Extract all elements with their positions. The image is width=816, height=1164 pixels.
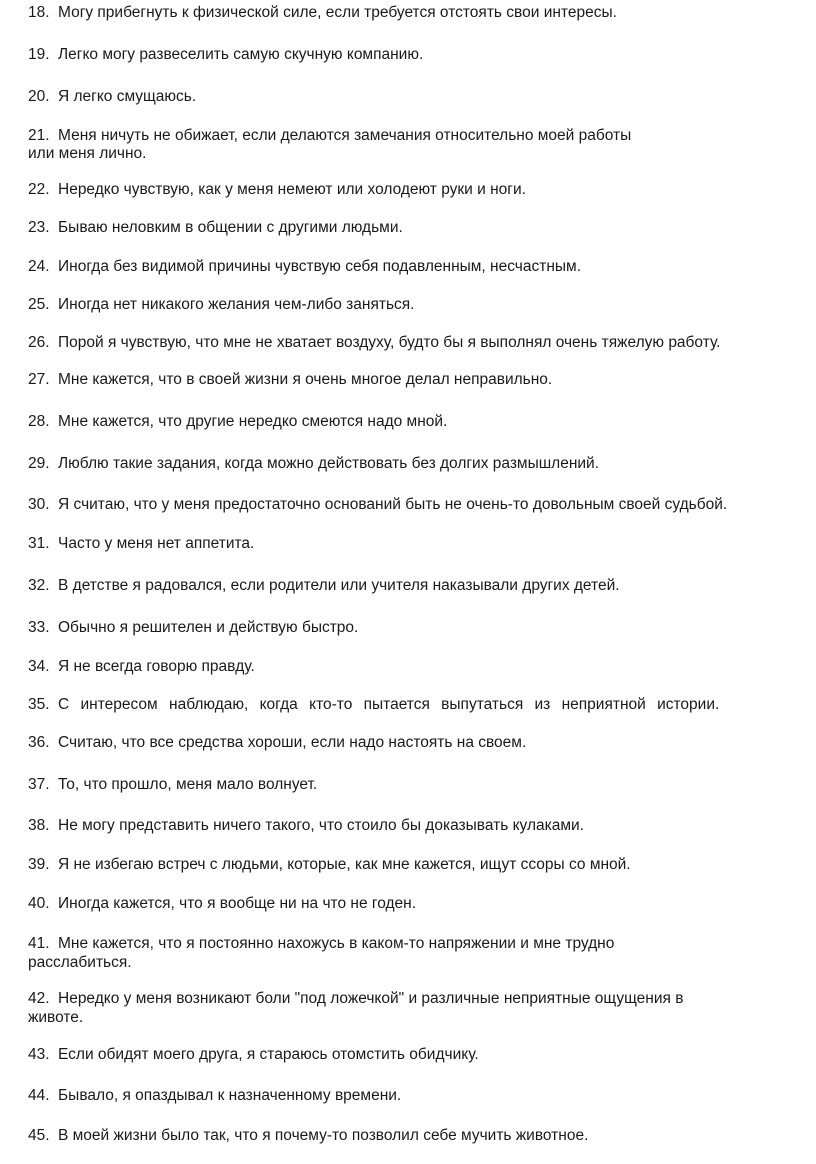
item-text-continued: животе. — [28, 1009, 84, 1026]
list-item — [28, 695, 812, 714]
item-text: Иногда нет никакого желания чем-либо заняться. — [58, 296, 415, 313]
list-item — [28, 45, 812, 64]
item-number: 26. — [28, 334, 50, 351]
item-number: 19. — [28, 46, 50, 63]
list-item — [28, 295, 812, 314]
item-number: 27. — [28, 371, 50, 388]
list-item — [28, 126, 812, 163]
item-number: 41. — [28, 935, 50, 952]
item-text: Бывало, я опаздывал к назначенному времени. — [58, 1087, 402, 1104]
list-item — [28, 855, 812, 874]
item-text: Мне кажется, что другие нередко смеются надо мной. — [58, 413, 448, 430]
item-number: 22. — [28, 181, 50, 198]
item-number: 35. — [28, 696, 50, 713]
item-text: Я легко смущаюсь. — [58, 88, 197, 105]
list-item — [28, 733, 812, 752]
list-item — [28, 894, 812, 913]
item-text: Легко могу развеселить самую скучную компанию. — [58, 46, 424, 63]
item-text: Обычно я решителен и действую быстро. — [58, 619, 359, 636]
item-number: 32. — [28, 577, 50, 594]
item-number: 37. — [28, 776, 50, 793]
item-text: Если обидят моего друга, я стараюсь отомстить обидчику. — [58, 1046, 479, 1063]
list-item — [28, 1126, 812, 1145]
item-text: В детстве я радовался, если родители или учителя наказывали других детей. — [58, 577, 620, 594]
list-item — [28, 775, 812, 794]
item-text: Могу прибегнуть к физической силе, если требуется отстоять свои интересы. — [58, 4, 617, 21]
item-text: Я не всегда говорю правду. — [58, 658, 255, 675]
item-text: С интересом наблюдаю, когда кто-то пытается выпутаться из неприятной истории. — [58, 696, 720, 713]
item-text: Иногда без видимой причины чувствую себя подавленным, несчастным. — [58, 258, 582, 275]
list-item — [28, 87, 812, 106]
list-item — [28, 934, 812, 972]
list-item — [28, 370, 812, 389]
list-item — [28, 495, 812, 514]
list-item — [28, 180, 812, 199]
list-item — [28, 333, 812, 352]
item-number: 24. — [28, 258, 50, 275]
item-number: 36. — [28, 734, 50, 751]
item-text: Мне кажется, что я постоянно нахожусь в каком-то напряжении и мне трудно — [58, 935, 615, 952]
item-text-continued: расслабиться. — [28, 954, 132, 971]
item-number: 28. — [28, 413, 50, 430]
item-number: 34. — [28, 658, 50, 675]
list-item — [28, 618, 812, 637]
item-text: Порой я чувствую, что мне не хватает воздуху, будто бы я выполнял очень тяжелую работу. — [58, 334, 721, 351]
item-text-continued: или меня лично. — [28, 145, 147, 162]
item-text: Нередко у меня возникают боли "под ложечкой" и различные неприятные ощущения в — [58, 990, 684, 1007]
item-number: 45. — [28, 1127, 50, 1144]
item-number: 39. — [28, 856, 50, 873]
list-item — [28, 989, 812, 1027]
list-item — [28, 257, 812, 276]
item-text: Мне кажется, что в своей жизни я очень многое делал неправильно. — [58, 371, 553, 388]
item-number: 18. — [28, 4, 50, 21]
list-item — [28, 576, 812, 595]
item-number: 38. — [28, 817, 50, 834]
item-number: 43. — [28, 1046, 50, 1063]
item-text: Часто у меня нет аппетита. — [58, 535, 255, 552]
item-number: 23. — [28, 219, 50, 236]
item-text: Я не избегаю встреч с людьми, которые, как мне кажется, ищут ссоры со мной. — [58, 856, 631, 873]
list-item — [28, 3, 812, 22]
item-text: То, что прошло, меня мало волнует. — [58, 776, 318, 793]
item-text: Иногда кажется, что я вообще ни на что не годен. — [58, 895, 417, 912]
item-text: Меня ничуть не обижает, если делаются замечания относительно моей работы — [58, 127, 632, 144]
item-number: 42. — [28, 990, 50, 1007]
item-text: Бываю неловким в общении с другими людьми. — [58, 219, 403, 236]
list-item — [28, 657, 812, 676]
list-item — [28, 218, 812, 237]
item-text: Не могу представить ничего такого, что стоило бы доказывать кулаками. — [58, 817, 584, 834]
item-text: Считаю, что все средства хороши, если надо настоять на своем. — [58, 734, 527, 751]
item-number: 30. — [28, 496, 50, 513]
list-item — [28, 816, 812, 835]
item-number: 25. — [28, 296, 50, 313]
list-item — [28, 534, 812, 553]
item-number: 31. — [28, 535, 50, 552]
item-text: Люблю такие задания, когда можно действовать без долгих размышлений. — [58, 455, 600, 472]
item-number: 44. — [28, 1087, 50, 1104]
list-item — [28, 1086, 812, 1105]
list-item — [28, 412, 812, 431]
item-number: 29. — [28, 455, 50, 472]
item-text: Я считаю, что у меня предостаточно оснований быть не очень-то довольным своей судьбой. — [58, 496, 728, 513]
list-item — [28, 454, 812, 473]
item-number: 33. — [28, 619, 50, 636]
item-text: В моей жизни было так, что я почему-то позволил себе мучить животное. — [58, 1127, 589, 1144]
item-number: 20. — [28, 88, 50, 105]
item-number: 21. — [28, 127, 50, 144]
list-item — [28, 1045, 812, 1064]
item-number: 40. — [28, 895, 50, 912]
item-text: Нередко чувствую, как у меня немеют или холодеют руки и ноги. — [58, 181, 526, 198]
